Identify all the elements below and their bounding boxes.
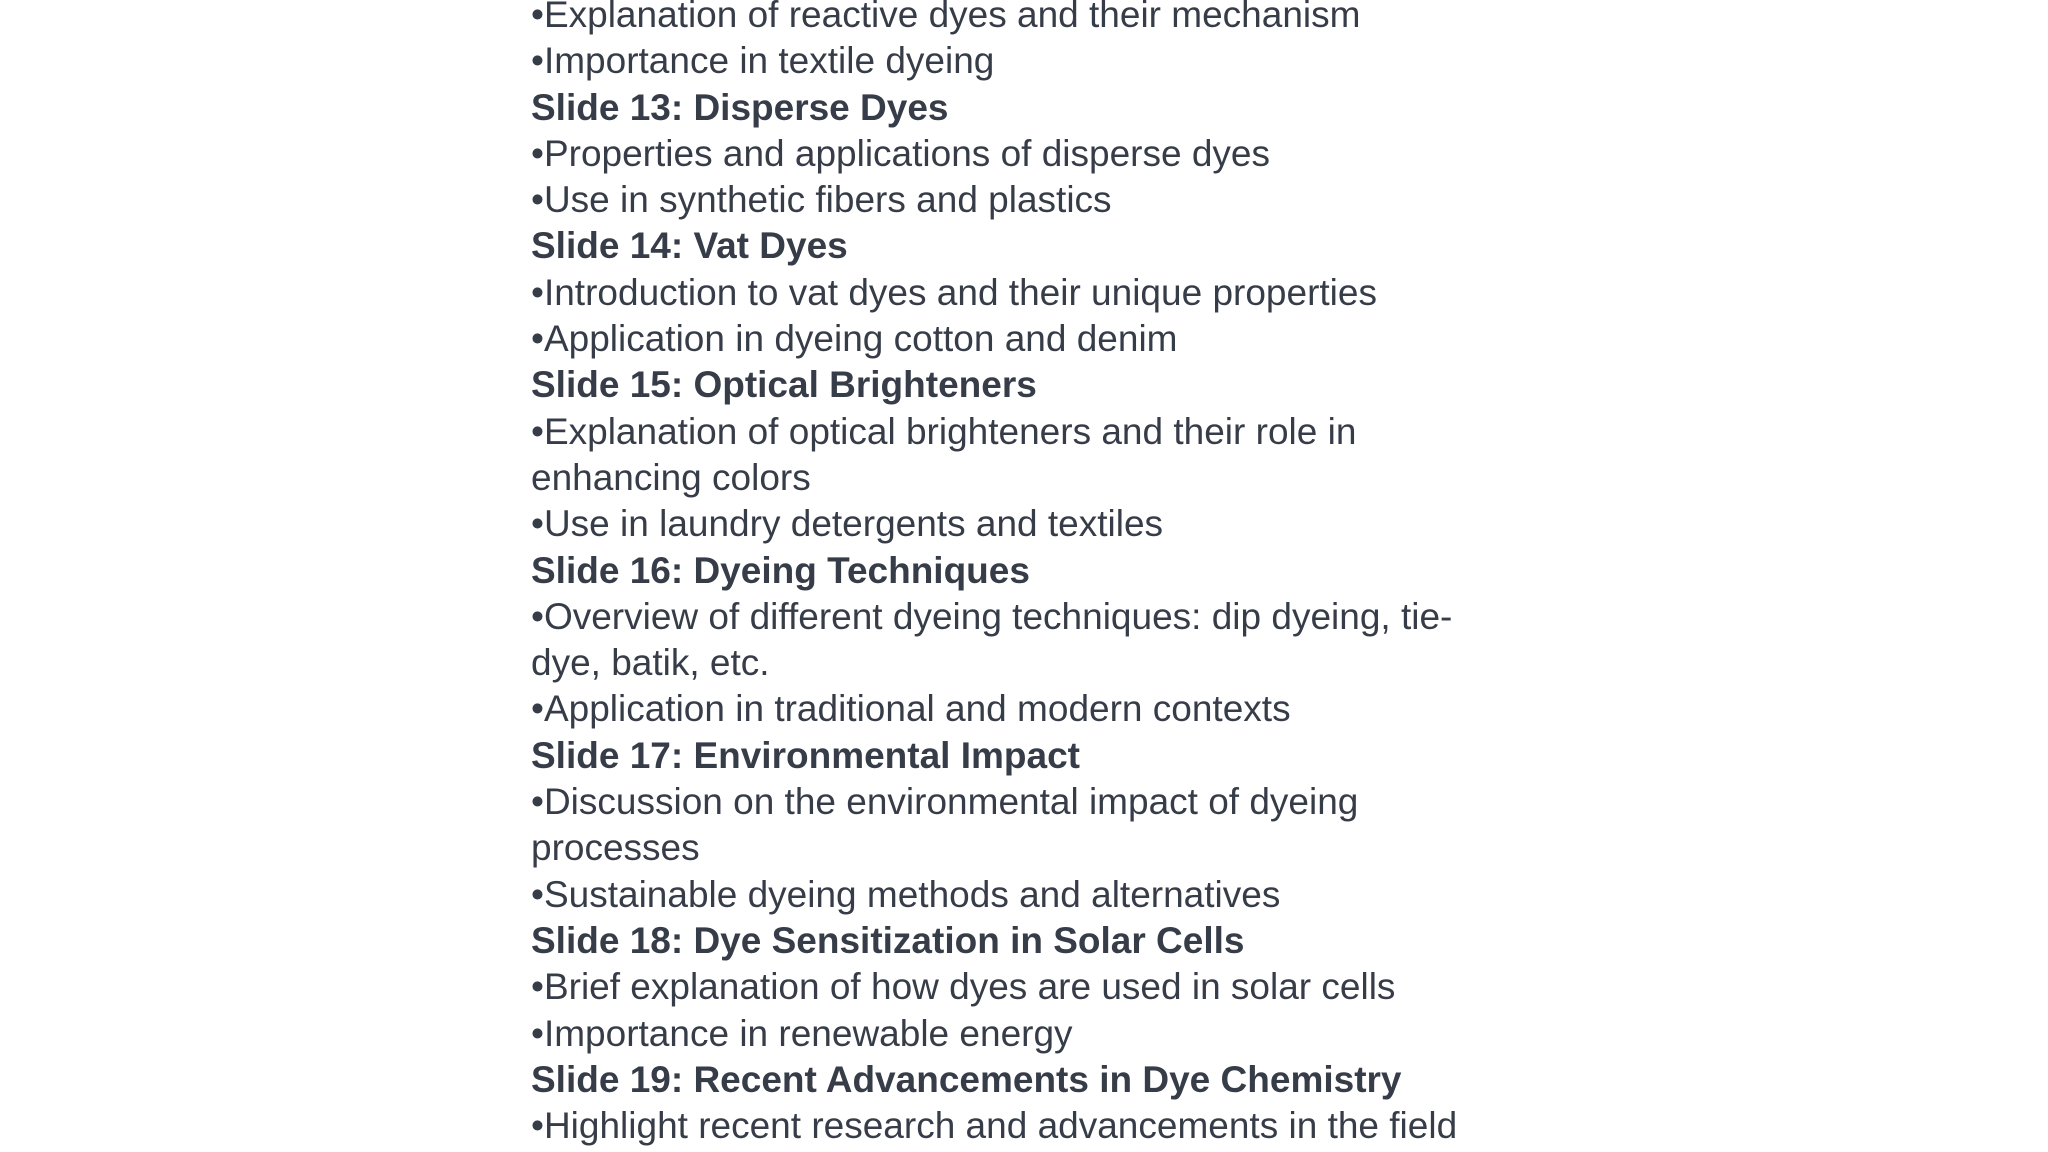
slide-heading: Slide 17: Environmental Impact <box>531 734 1080 776</box>
bullet-line: •Use in laundry detergents and textiles <box>531 503 1164 545</box>
slide-heading: Slide 19: Recent Advancements in Dye Chemistry <box>531 1058 1402 1100</box>
bullet-line: •Overview of different dyeing techniques: dip dyeing, tie- <box>531 595 1453 637</box>
slide-heading: Slide 16: Dyeing Techniques <box>531 549 1030 591</box>
bullet-line: •Application in traditional and modern contexts <box>531 688 1291 730</box>
bullet-line: enhancing colors <box>531 456 811 498</box>
slide-heading: Slide 18: Dye Sensitization in Solar Cells <box>531 919 1245 961</box>
bullet-line: processes <box>531 827 700 869</box>
slide-heading: Slide 15: Optical Brighteners <box>531 364 1037 406</box>
bullet-line: •Importance in renewable energy <box>531 1012 1073 1054</box>
bullet-line: •Sustainable dyeing methods and alternatives <box>531 873 1281 915</box>
slide-heading: Slide 14: Vat Dyes <box>531 225 848 267</box>
bullet-line: •Discussion on the environmental impact of dyeing <box>531 781 1359 823</box>
bullet-line: •Use in synthetic fibers and plastics <box>531 179 1112 221</box>
bullet-line: dye, batik, etc. <box>531 642 770 684</box>
bullet-line: •Importance in textile dyeing <box>531 40 995 82</box>
bullet-line: •Explanation of optical brighteners and their role in <box>531 410 1357 452</box>
slide-heading: Slide 13: Disperse Dyes <box>531 86 949 128</box>
bullet-line: •Properties and applications of disperse dyes <box>531 132 1270 174</box>
bullet-line: •Brief explanation of how dyes are used in solar cells <box>531 966 1396 1008</box>
bullet-line: •Explanation of reactive dyes and their mechanism <box>531 0 1361 35</box>
bullet-line: •Highlight recent research and advancements in the field <box>531 1105 1458 1147</box>
bullet-line: •Application in dyeing cotton and denim <box>531 318 1178 360</box>
bullet-line: •Introduction to vat dyes and their unique properties <box>531 271 1377 313</box>
document-body <box>531 0 1531 1149</box>
